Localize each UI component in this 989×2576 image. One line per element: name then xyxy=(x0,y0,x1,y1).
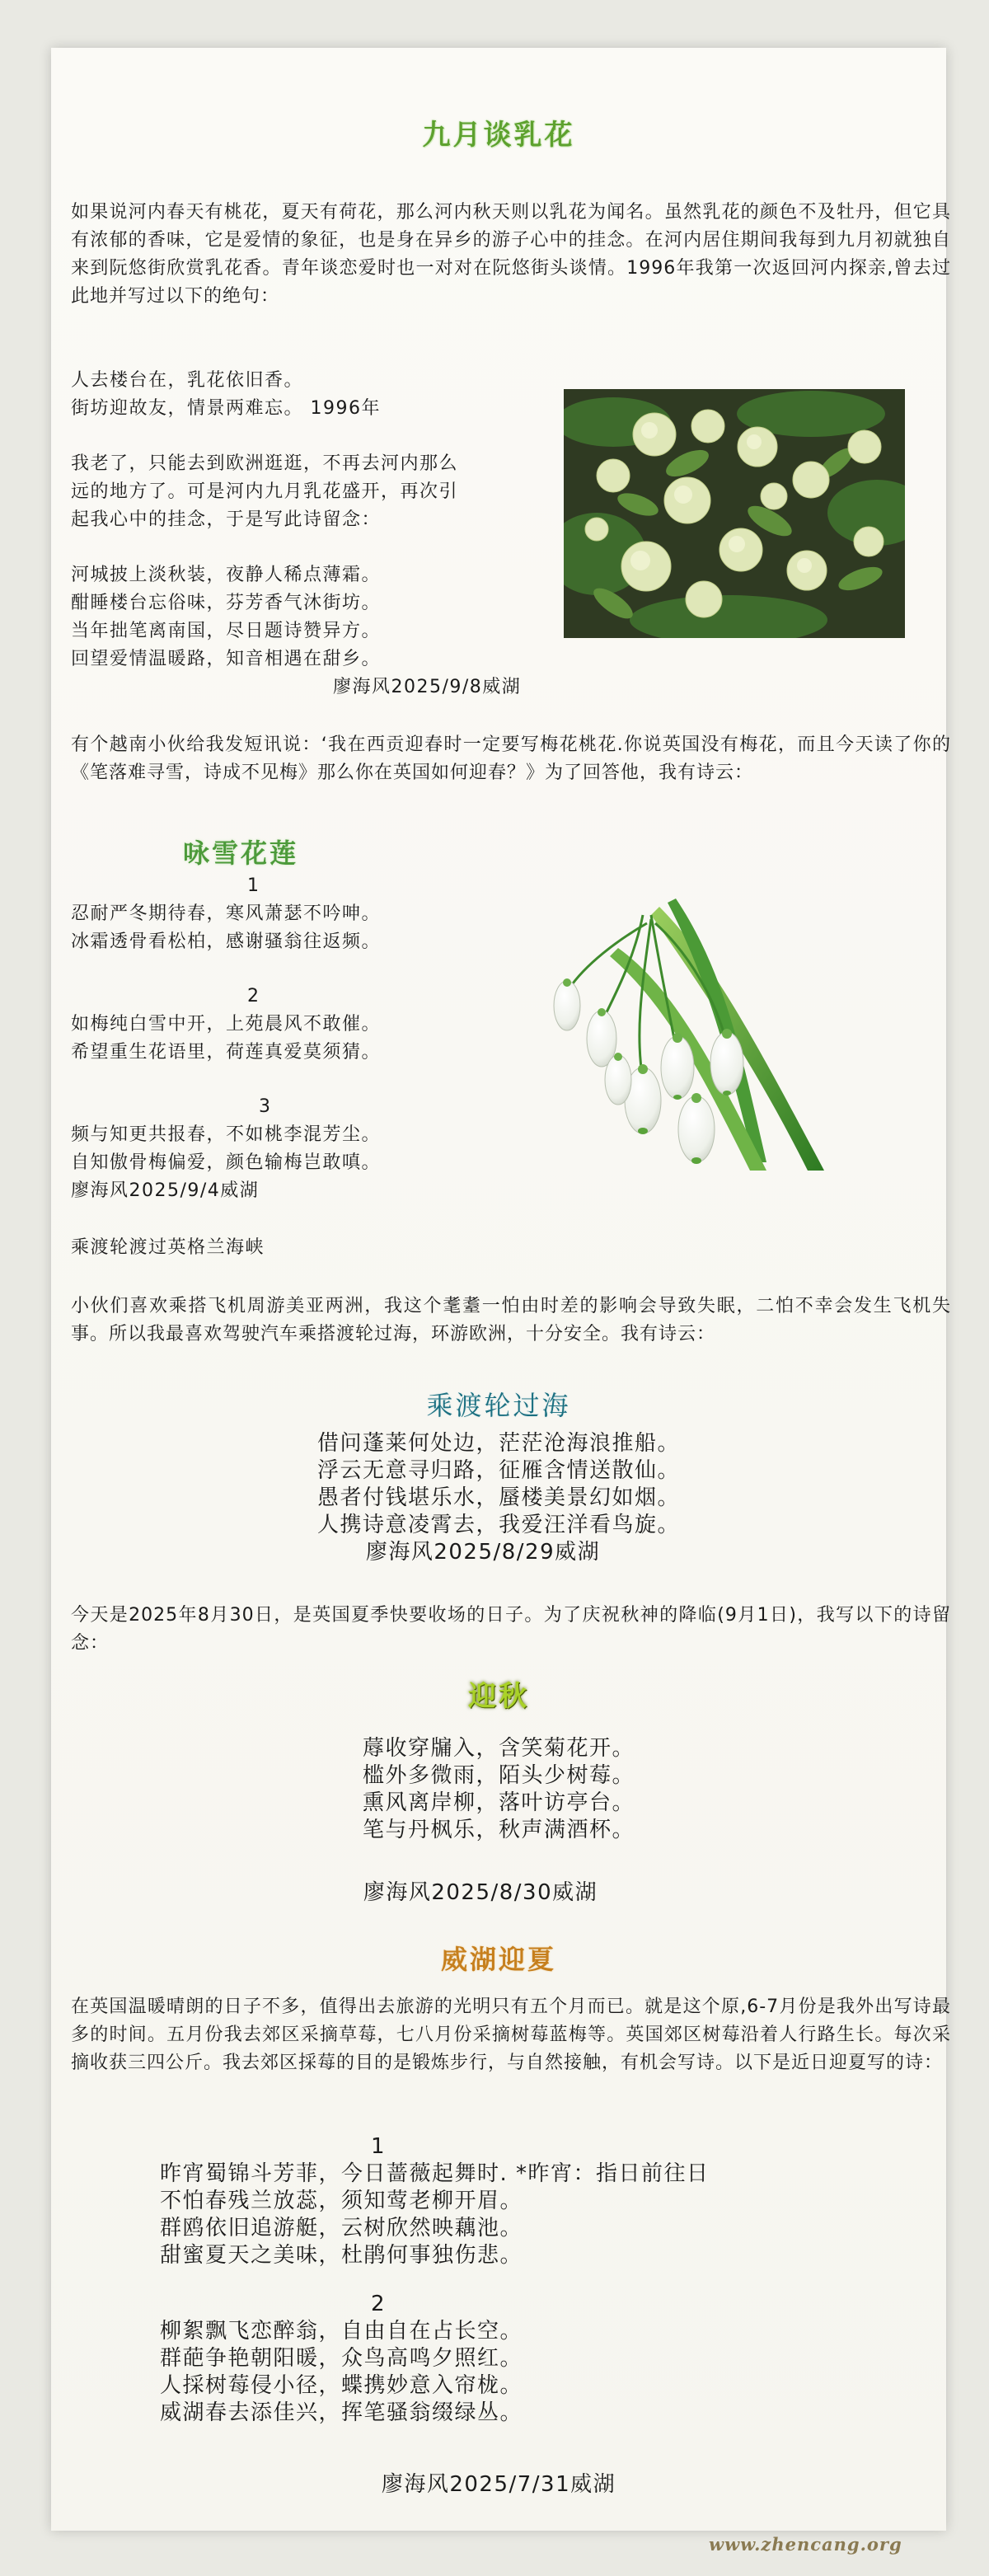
poem-number: 2 xyxy=(247,986,260,1006)
poem-line: 槛外多微雨，陌头少树莓。 xyxy=(362,1763,635,1788)
page-title: 九月谈乳花 xyxy=(422,119,575,152)
poem-line: 群鸥依旧追游艇，云树欣然映藕池。 xyxy=(160,2216,523,2241)
summer-poem-1 xyxy=(160,2133,710,2269)
ferry-paragraph: 小伙们喜欢乘搭飞机周游美亚两洲，我这个耄耋一怕由时差的影响会导致失眠，二怕不幸会发生飞机失事。所以我最喜欢驾驶汽车乘搭渡轮过海，环游欧洲，十分安全。我有诗云： xyxy=(71,1296,951,1344)
poem-line: 街坊迎故友，情景两难忘。 1996年 xyxy=(71,398,381,419)
poem-line: 借问蓬莱何处边，茫茫沧海浪推船。 xyxy=(316,1431,680,1456)
poem-line: 如梅纯白雪中开，上苑晨风不敢催。 xyxy=(71,1014,382,1035)
poem-line: 忍耐严冬期待春，寒风萧瑟不吟呻。 xyxy=(71,903,382,924)
poem-number: 1 xyxy=(371,2134,387,2159)
poem-1996 xyxy=(71,367,381,423)
poem-line: 群葩争艳朝阳暖，众鸟高鸣夕照红。 xyxy=(160,2346,523,2371)
poem-line: 人携诗意凌霄去，我爱汪洋看鸟旋。 xyxy=(316,1513,680,1537)
poem-line: 冰霜透骨看松柏，感谢骚翁往返频。 xyxy=(71,931,382,952)
signature: 廖海风2025/9/8威湖 xyxy=(333,677,522,697)
poem-line: 笔与丹枫乐，秋声满酒杯。 xyxy=(362,1818,635,1842)
milk-flower-photo xyxy=(564,389,905,638)
old-age-paragraph xyxy=(71,450,458,534)
poem-line: 频与知更共报春，不如桃李混芳尘。 xyxy=(71,1124,382,1145)
poem-number: 3 xyxy=(259,1096,272,1117)
summer-poem-2 xyxy=(160,2291,523,2427)
snowdrop-poem-1 xyxy=(71,872,381,956)
section-title: 乘渡轮过海 xyxy=(426,1390,571,1421)
poem-line: 当年拙笔离南国，尽日题诗赞异方。 xyxy=(71,621,382,641)
poem-number: 1 xyxy=(247,875,260,896)
ferry-heading: 乘渡轮渡过英格兰海峡 xyxy=(71,1237,265,1258)
section-title: 迎秋 xyxy=(468,1680,529,1713)
intro-paragraph: 如果说河内春天有桃花，夏天有荷花，那么河内秋天则以乳花为闻名。虽然乳花的颜色不及牡丹，但它具有浓郁的香味，它是爱情的象征，也是身在异乡的游子心中的挂念。在河内居住期间我每到九月初就独自来到阮悠街欣赏乳花香。青年谈恋爱时也一对对在阮悠街头谈情。1996年我第一次返回河内探亲,曾去过此地并写过以下的绝句： xyxy=(71,202,951,307)
paragraph-line: 起我心中的挂念，于是写此诗留念： xyxy=(71,509,382,530)
poem-line: 希望重生花语里，荷莲真爱莫须猜。 xyxy=(71,1042,382,1063)
poem-line: 蓐收穿牖入，含笑菊花开。 xyxy=(362,1736,635,1761)
signature: 廖海风2025/7/31威湖 xyxy=(381,2472,616,2497)
poem-ferry xyxy=(51,1430,946,1566)
poem-line: 甜蜜夏天之美味，杜鹃何事独伤悲。 xyxy=(160,2243,523,2268)
watermark: www.zhencang.org xyxy=(709,2534,902,2555)
summer-paragraph: 在英国温暖晴朗的日子不多，值得出去旅游的光明只有五个月而已。就是这个原,6-7月份是我外出写诗最多的时间。五月份我去郊区采摘草莓，七八月份采摘树莓蓝梅等。英国郊区树莓沿着人行路生长。每次采摘收获三四公斤。我去郊区採莓的目的是锻炼步行，与自然接触，有机会写诗。以下是近日迎夏写的诗： xyxy=(71,1997,951,2073)
poem-number: 2 xyxy=(371,2292,387,2316)
snowdrop-poem-2 xyxy=(71,983,381,1067)
poem-line: 自知傲骨梅偏爱，颜色输梅岂敢嗔。 xyxy=(71,1152,382,1173)
poem-line: 柳絮飘飞恋醉翁，自由自在占长空。 xyxy=(160,2319,523,2344)
poem-autumn xyxy=(51,1735,946,1844)
poem-line: 人採树莓侵小径，蝶携妙意入帘栊。 xyxy=(160,2373,523,2398)
snowdrop-illustration xyxy=(519,890,832,1187)
signature: 廖海风2025/8/29威湖 xyxy=(365,1540,601,1565)
sms-paragraph: 有个越南小伙给我发短讯说：‘我在西贡迎春时一定要写梅花桃花.你说英国没有梅花，而且今天读了你的《笔落难寻雪，诗成不见梅》那么你在英国如何迎春？》为了回答他，我有诗云： xyxy=(71,734,951,783)
signature: 廖海风2025/9/4威湖 xyxy=(71,1180,260,1201)
section-title: 威湖迎夏 xyxy=(440,1944,556,1975)
poem-line: 熏风离岸柳，落叶访亭台。 xyxy=(362,1790,635,1815)
poem-line: 人去楼台在，乳花依旧香。 xyxy=(71,370,304,391)
poem-line: 昨宵蜀锦斗芳菲，今日蔷薇起舞时. *昨宵：指日前往日 xyxy=(160,2161,710,2186)
section-title: 咏雪花莲 xyxy=(183,838,299,869)
snowdrop-poem-3 xyxy=(71,1093,381,1177)
paragraph-line: 远的地方了。可是河内九月乳花盛开，再次引 xyxy=(71,481,459,502)
poem-line: 回望爱情温暖路，知音相遇在甜乡。 xyxy=(71,649,382,669)
poem-line: 浮云无意寻归路，征雁含情送散仙。 xyxy=(316,1458,680,1483)
poem-line: 不怕春残兰放蕊，须知莺老柳开眉。 xyxy=(160,2189,523,2213)
poem-line: 威湖春去添佳兴，挥笔骚翁缀绿丛。 xyxy=(160,2400,523,2425)
autumn-paragraph: 今天是2025年8月30日，是英国夏季快要收场的日子。为了庆祝秋神的降临(9月1日)，我写以下的诗留念： xyxy=(71,1605,951,1654)
paragraph-line: 我老了，只能去到欧洲逛逛，不再去河内那么 xyxy=(71,453,459,474)
poem-line: 愚者付钱堪乐水，蜃楼美景幻如烟。 xyxy=(316,1485,680,1510)
poem-line: 河城披上淡秋装，夜静人稀点薄霜。 xyxy=(71,565,382,585)
poem-line: 酣睡楼台忘俗味，芬芳香气沐街坊。 xyxy=(71,593,382,613)
poem-milk-flower xyxy=(71,561,381,673)
signature: 廖海风2025/8/30威湖 xyxy=(363,1880,598,1905)
